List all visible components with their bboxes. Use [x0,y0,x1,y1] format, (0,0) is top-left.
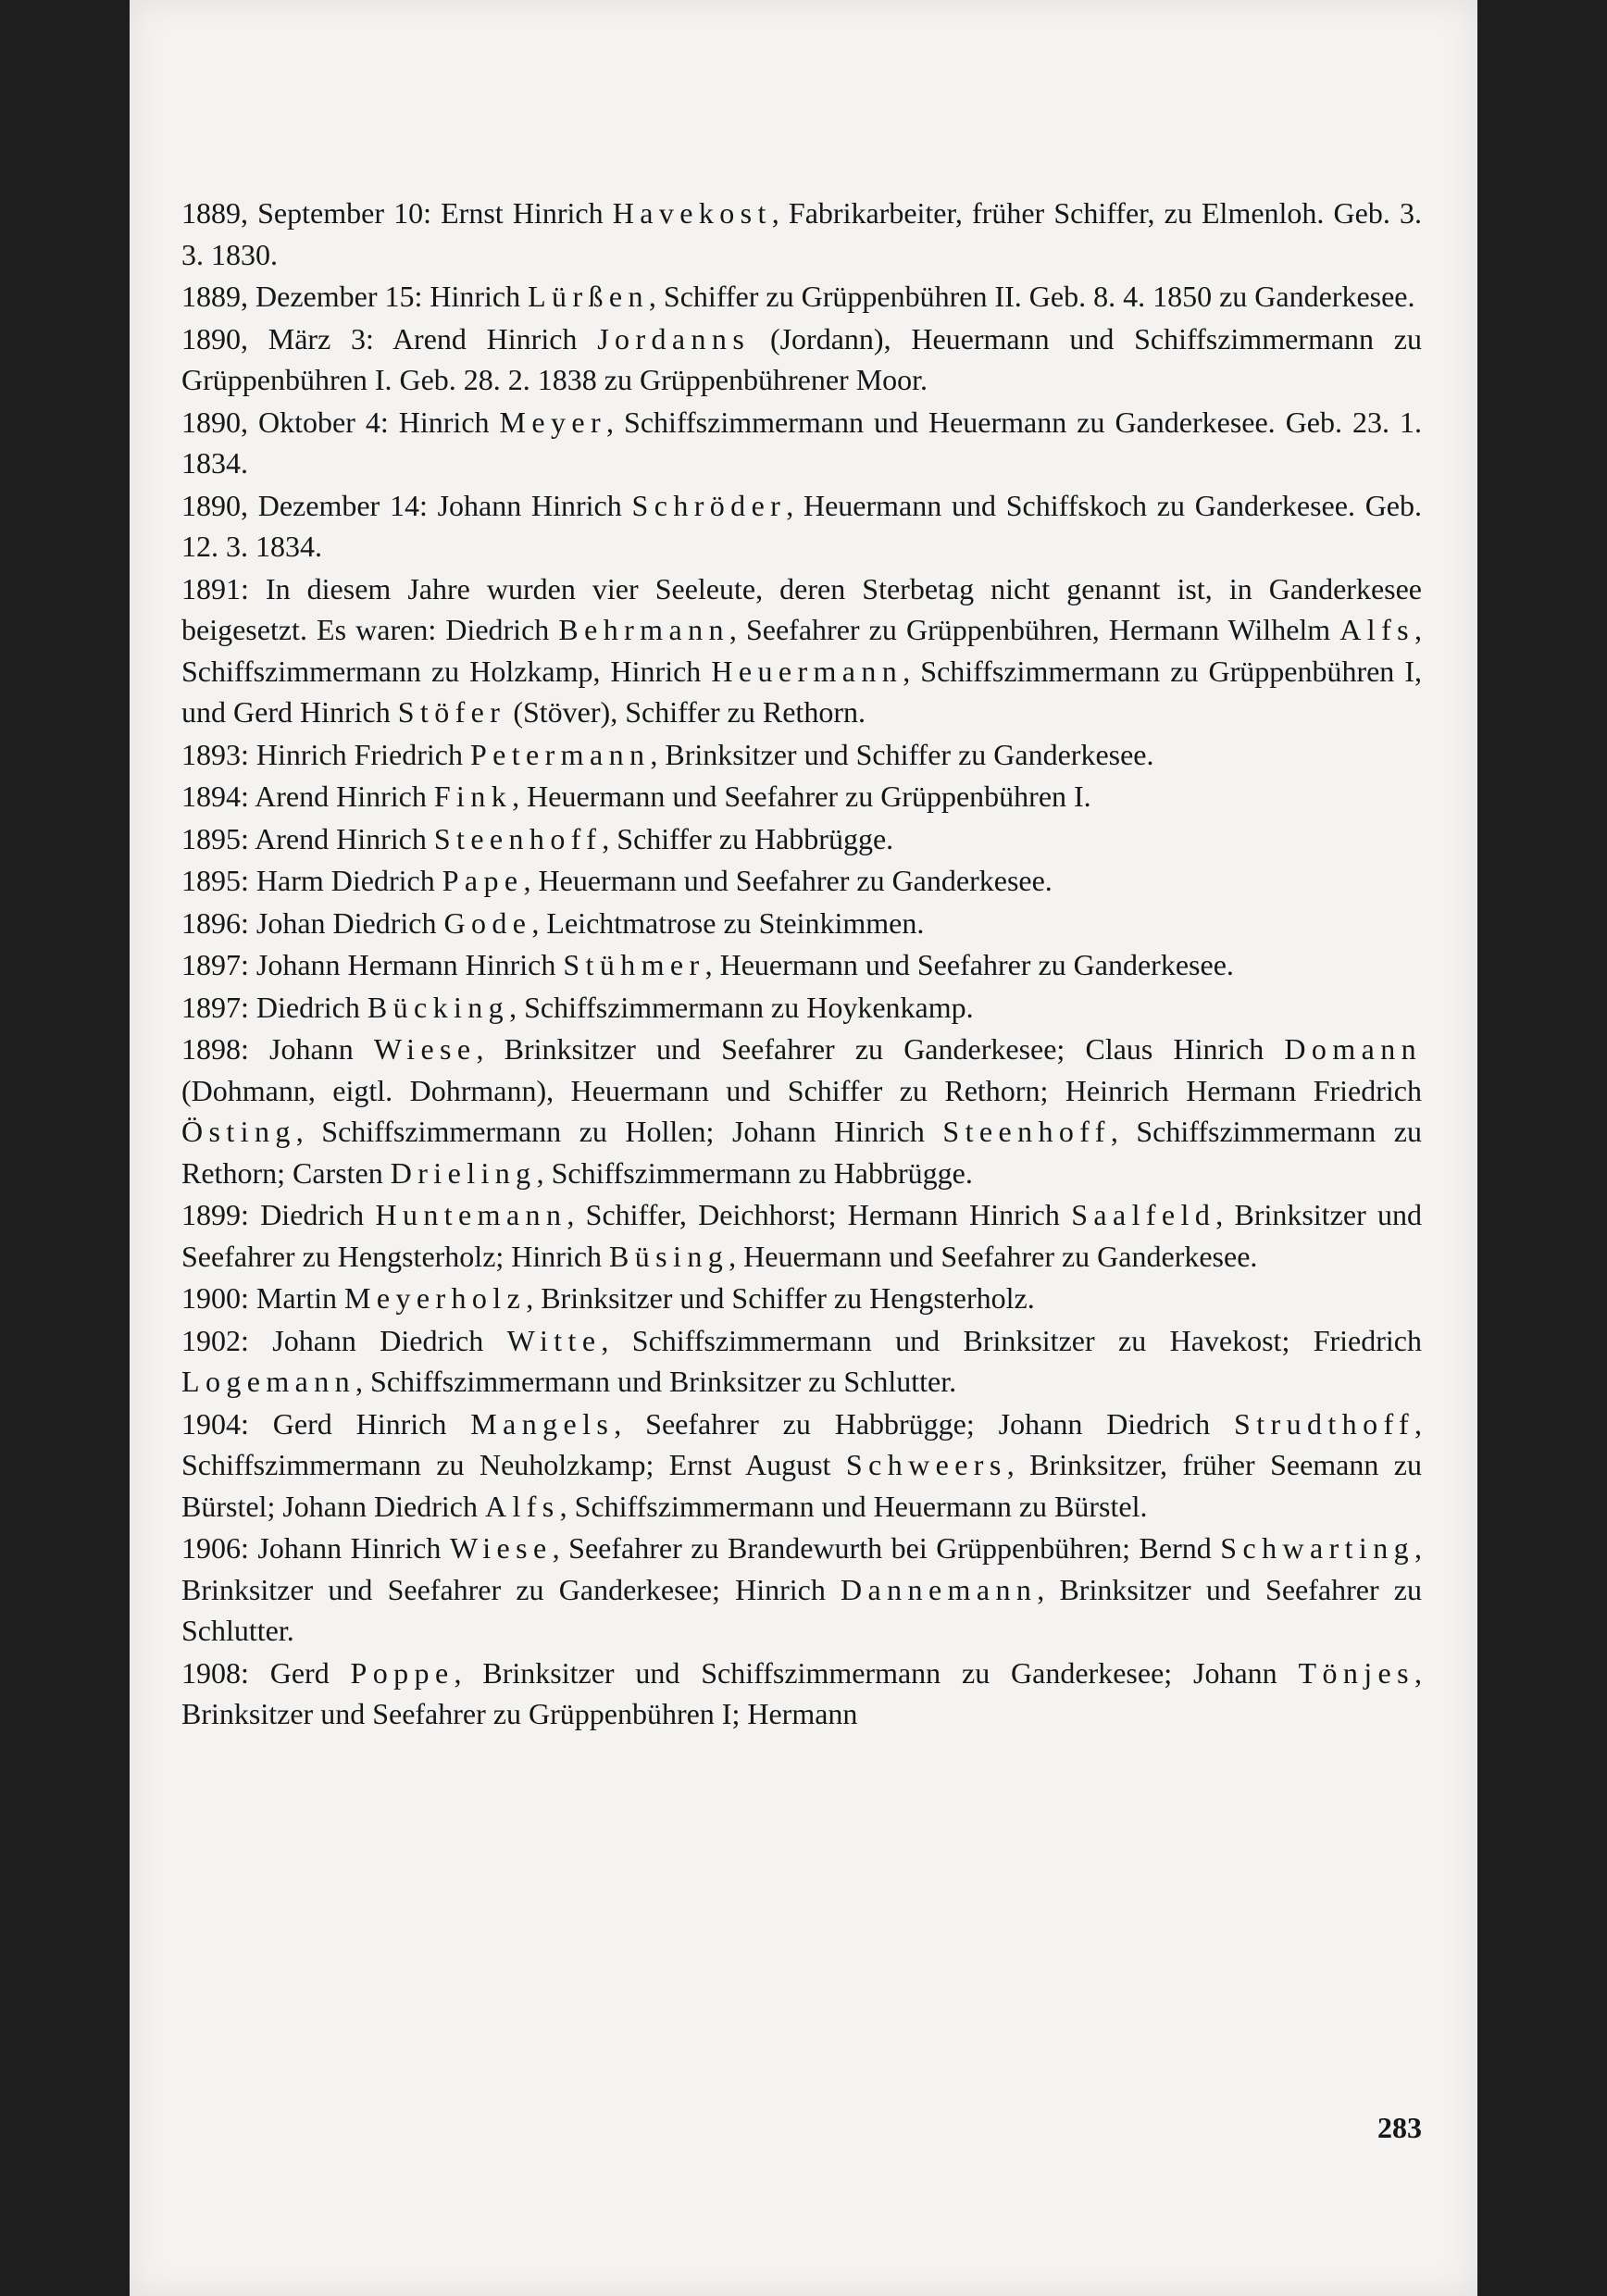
register-entry [181,818,1422,860]
entry-text: 1897: Johann Hermann Hinrich [181,948,564,981]
entry-text: , Schiffer zu Grüppenbühren II. Geb. 8. 4. 1850 zu Ganderkesee. [648,280,1415,313]
register-entry [181,903,1422,944]
entry-text: (Stöver), Schiffer zu Rethorn. [505,695,866,729]
register-entry [181,860,1422,902]
surname: Drieling [390,1155,537,1190]
surname: Heuermann [711,654,903,688]
register-entry [181,568,1422,733]
scan-border-left [0,0,130,2296]
entry-text: , Schiffszimmermann zu Hoykenkamp. [509,990,974,1024]
entry-text: , Heuermann und Seefahrer zu Ganderkesee. [704,948,1234,981]
register-entry [181,987,1422,1029]
surname: Schweers [845,1448,1007,1481]
register-entry [181,1194,1422,1277]
entry-text: , Schiffszimmermann zu Rethorn; Carsten [181,1115,1423,1190]
entry-text: 1890, März 3: Arend Hinrich [181,321,598,356]
entry-text: , Heuermann und Seefahrer zu Ganderkesee. [729,1239,1258,1273]
entry-text: , Heuermann und Schiffskoch zu Ganderkesee. Geb. 12. 3. 1834. [181,488,1423,563]
surname: Bücking [367,990,510,1024]
surname: Behrmann [558,613,729,646]
entry-text: 1904: Gerd Hinrich [181,1406,471,1441]
surname: Fink [433,780,513,813]
surname: Alfs [1339,613,1415,646]
register-entry [181,1278,1422,1319]
entry-text: , Brinksitzer, früher Seemann zu Bürstel; Johann Diedrich [181,1448,1423,1523]
entry-text: , Leichtmatrose zu Steinkimmen. [531,905,925,940]
scan-border-right [1477,0,1607,2296]
entry-text: , Brinksitzer und Schiffer zu Ganderkesee. [650,737,1154,771]
surname: Wiese [373,1032,477,1066]
entry-text: , Schiffszimmermann und Heuermann zu Ganderkesee. Geb. 23. 1. 1834. [181,405,1423,480]
entry-text: , Heuermann und Seefahrer zu Grüppenbühren I. [512,780,1091,813]
entry-text: 1891: In diesem Jahre wurden vier Seeleute, deren Sterbetag nicht genannt ist, in Ganderkesee beigesetzt. Es waren: Diedrich [181,571,1422,646]
register-entry [181,776,1422,817]
surname: Dannemann [841,1572,1038,1606]
entry-text: 1889, September 10: Ernst Hinrich [181,196,613,230]
entry-text: , Schiffszimmermann zu Habbrügge. [536,1155,973,1190]
entry-text: , Schiffszimmermann und Heuermann zu Bürstel. [559,1489,1148,1523]
entry-text: 1908: Gerd [181,1655,351,1690]
surname: Witte [506,1323,602,1357]
register-entry [181,402,1422,484]
surname: Poppe [350,1655,455,1690]
register-entry [181,1653,1422,1735]
entry-text: 1893: Hinrich Friedrich [181,737,470,771]
register-entry [181,485,1422,568]
surname: Steenhoff [942,1115,1111,1148]
page-number: 283 [1377,2111,1422,2144]
entry-text: 1889, Dezember 15: Hinrich [181,280,529,313]
entry-text: , Schiffer, Deichhorst; Hermann Hinrich [567,1198,1072,1231]
surname: Meyer [499,405,607,439]
book-page [130,0,1477,2296]
register-entry [181,1320,1422,1403]
surname: Östing [181,1115,296,1148]
entry-text: 1906: Johann Hinrich [181,1531,450,1565]
entry-text: , Schiffszimmermann zu Holzkamp, Hinrich [181,613,1423,688]
surname: Huntemann [375,1198,567,1231]
surname: Gode [443,905,532,940]
surname: Stöfer [397,695,506,729]
register-entry [181,1404,1422,1528]
surname: Büsing [609,1239,729,1273]
entry-text: 1897: Diedrich [181,990,367,1024]
page-body [181,193,1422,1735]
entry-text: (Jordann), Heuermann und Schiffszimmermann zu Grüppenbühren I. Geb. 28. 2. 1838 zu Grüppenbührener Moor. [181,321,1423,396]
entry-text: 1898: Johann [181,1032,374,1066]
entry-text: , Brinksitzer und Seefahrer zu Ganderkesee; Hinrich [181,1531,1423,1606]
entry-text: , Schiffer zu Habbrügge. [602,821,894,855]
entry-text: 1895: Arend Hinrich [181,821,434,855]
entry-text: 1896: Johan Diedrich [181,905,444,940]
entry-text: , Brinksitzer und Schiffszimmermann zu Ganderkesee; Johann [454,1655,1299,1690]
register-entry [181,944,1422,986]
entry-text: (Dohmann, eigtl. Dohrmann), Heuermann und Schiffer zu Rethorn; Heinrich Hermann Friedrich [181,1073,1422,1107]
entry-text: , Seefahrer zu Grüppenbühren, Hermann Wilhelm [729,613,1340,646]
surname: Lürßen [528,280,649,313]
entry-text: , Fabrikarbeiter, früher Schiffer, zu Elmenloh. Geb. 3. 3. 1830. [181,196,1423,271]
entry-text: , Schiffszimmermann und Brinksitzer zu Havekost; Friedrich [601,1323,1423,1357]
surname: Schröder [631,488,787,522]
register-entry [181,318,1422,401]
entry-text: 1900: Martin [181,1281,344,1315]
entry-text: , Seefahrer zu Habbrügge; Johann Diedrich [614,1406,1235,1441]
entry-text: 1890, Dezember 14: Johann Hinrich [181,488,632,522]
entry-text: , Schiffszimmermann zu Hollen; Johann Hinrich [295,1115,943,1148]
surname: Petermann [469,737,651,771]
surname: Stühmer [563,948,705,981]
surname: Meyerholz [343,1281,527,1315]
surname: Pape [442,864,524,897]
entry-text: 1899: Diedrich [181,1198,376,1231]
surname: Havekost [612,196,772,230]
register-entry [181,1528,1422,1652]
surname: Logemann [181,1365,356,1398]
entry-text: , Schiffszimmermann zu Grüppenbühren I, und Gerd Hinrich [181,654,1422,729]
surname: Wiese [449,1531,553,1565]
surname: Tönjes [1298,1655,1415,1690]
surname: Schwarting [1220,1531,1415,1565]
register-entry [181,276,1422,318]
entry-text: , Heuermann und Seefahrer zu Ganderkesee. [523,864,1053,897]
register-entry [181,1029,1422,1193]
entry-text: 1902: Johann Diedrich [181,1323,507,1357]
entry-text: 1895: Harm Diedrich [181,864,442,897]
surname: Strudthoff [1234,1406,1415,1441]
entry-text: , Brinksitzer und Schiffer zu Hengsterholz. [526,1281,1035,1315]
entry-text: , Schiffszimmermann zu Neuholzkamp; Ernst August [181,1406,1423,1481]
entry-text: , Schiffszimmermann und Brinksitzer zu Schlutter. [355,1365,957,1398]
entry-text: 1890, Oktober 4: Hinrich [181,405,500,439]
entry-text: , Brinksitzer und Seefahrer zu Grüppenbühren I; Hermann [181,1655,1423,1730]
surname: Jordanns [597,321,751,356]
entry-text: , Brinksitzer und Seefahrer zu Hengsterholz; Hinrich [181,1198,1423,1273]
entry-text: 1894: Arend Hinrich [181,780,434,813]
register-entry [181,734,1422,776]
surname: Alfs [484,1489,560,1523]
surname: Mangels [470,1406,615,1441]
register-entry [181,193,1422,275]
entry-text: , Brinksitzer und Seefahrer zu Ganderkesee; Claus Hinrich [476,1032,1285,1066]
surname: Steenhoff [433,821,603,855]
surname: Domann [1284,1032,1423,1066]
entry-text: , Seefahrer zu Brandewurth bei Grüppenbühren; Bernd [552,1531,1221,1565]
entry-text: , Brinksitzer und Seefahrer zu Schlutter. [181,1572,1423,1647]
surname: Saalfeld [1071,1198,1216,1231]
